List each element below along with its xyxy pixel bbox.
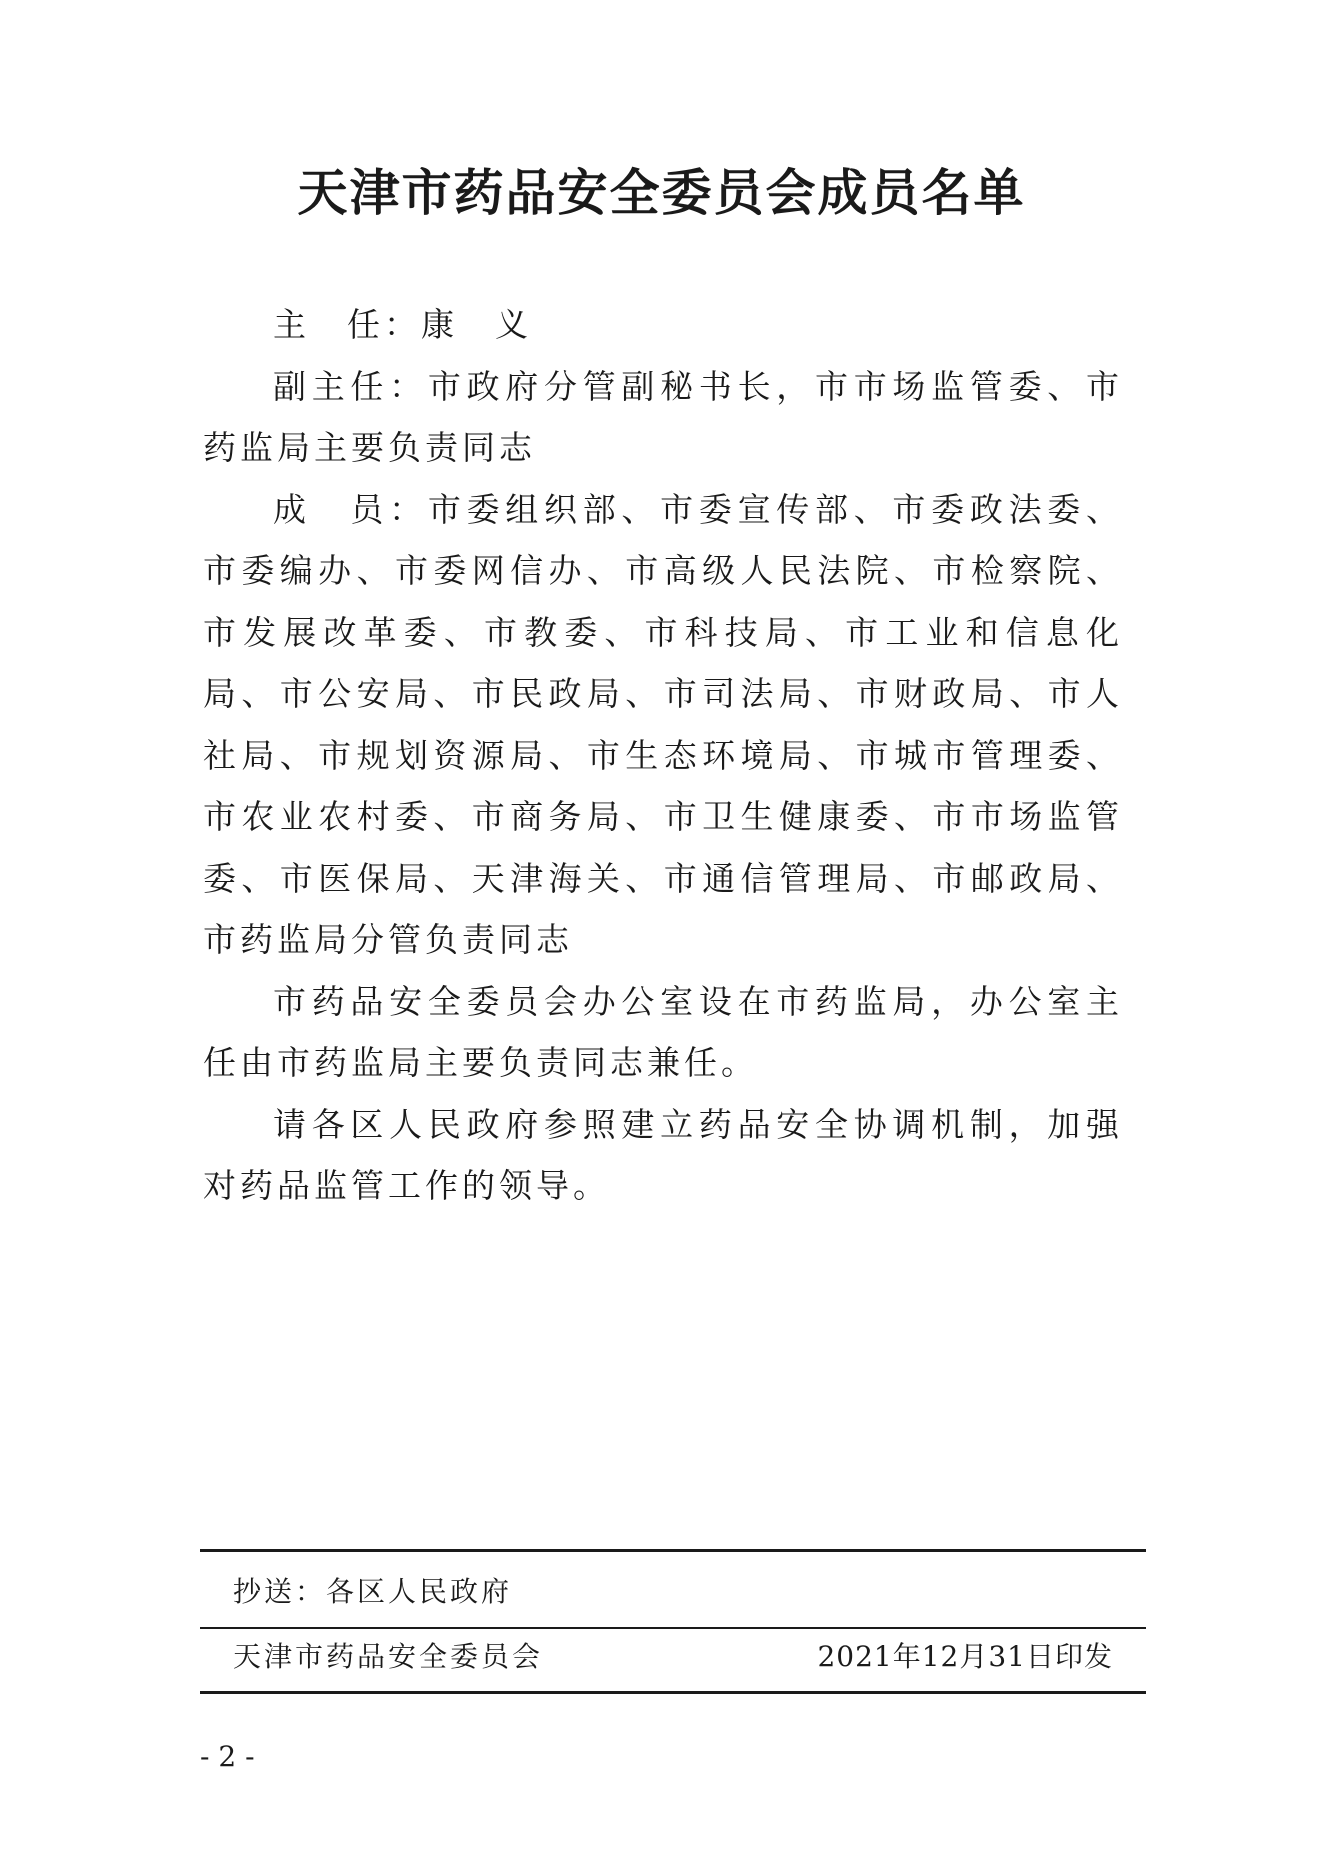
cc-recipients: 抄送：各区人民政府 <box>233 1575 513 1608</box>
paragraph-members: 成 员：市委组织部、市委宣传部、市委政法委、市委编办、市委网信办、市高级人民法院、市检察院、市发展改革委、市教委、市科技局、市工业和信息化局、市公安局、市民政局、市司法局、市财政局、市人社局、市规划资源局、市生态环境局、市城市管理委、市农业农村委、市商务局、市卫生健康委、市市场监管委、市医保局、天津海关、市通信管理局、市邮政局、市药监局分管负责同志 <box>203 489 1123 959</box>
paragraph-director: 主 任：康 义 <box>273 305 532 344</box>
paragraph-deputy-director: 副主任：市政府分管副秘书长，市市场监管委、市药监局主要负责同志 <box>203 366 1123 467</box>
footer-bottom-rule <box>200 1691 1146 1694</box>
paragraph-office: 市药品安全委员会办公室设在市药监局，办公室主任由市药监局主要负责同志兼任。 <box>203 981 1123 1082</box>
footer-issuer-line <box>233 1637 1113 1677</box>
document-body <box>203 294 1123 1217</box>
page-number: - 2 - <box>200 1740 255 1773</box>
issue-date: 2021年12月31日印发 <box>817 1640 1113 1673</box>
footer-cc-line <box>233 1572 1113 1612</box>
issuer-name: 天津市药品安全委员会 <box>233 1640 544 1673</box>
footer-top-rule <box>200 1549 1146 1552</box>
footer-middle-rule <box>200 1627 1146 1629</box>
document-title: 天津市药品安全委员会成员名单 <box>297 163 1026 222</box>
paragraph-district-request: 请各区人民政府参照建立药品安全协调机制，加强对药品监管工作的领导。 <box>203 1104 1123 1205</box>
